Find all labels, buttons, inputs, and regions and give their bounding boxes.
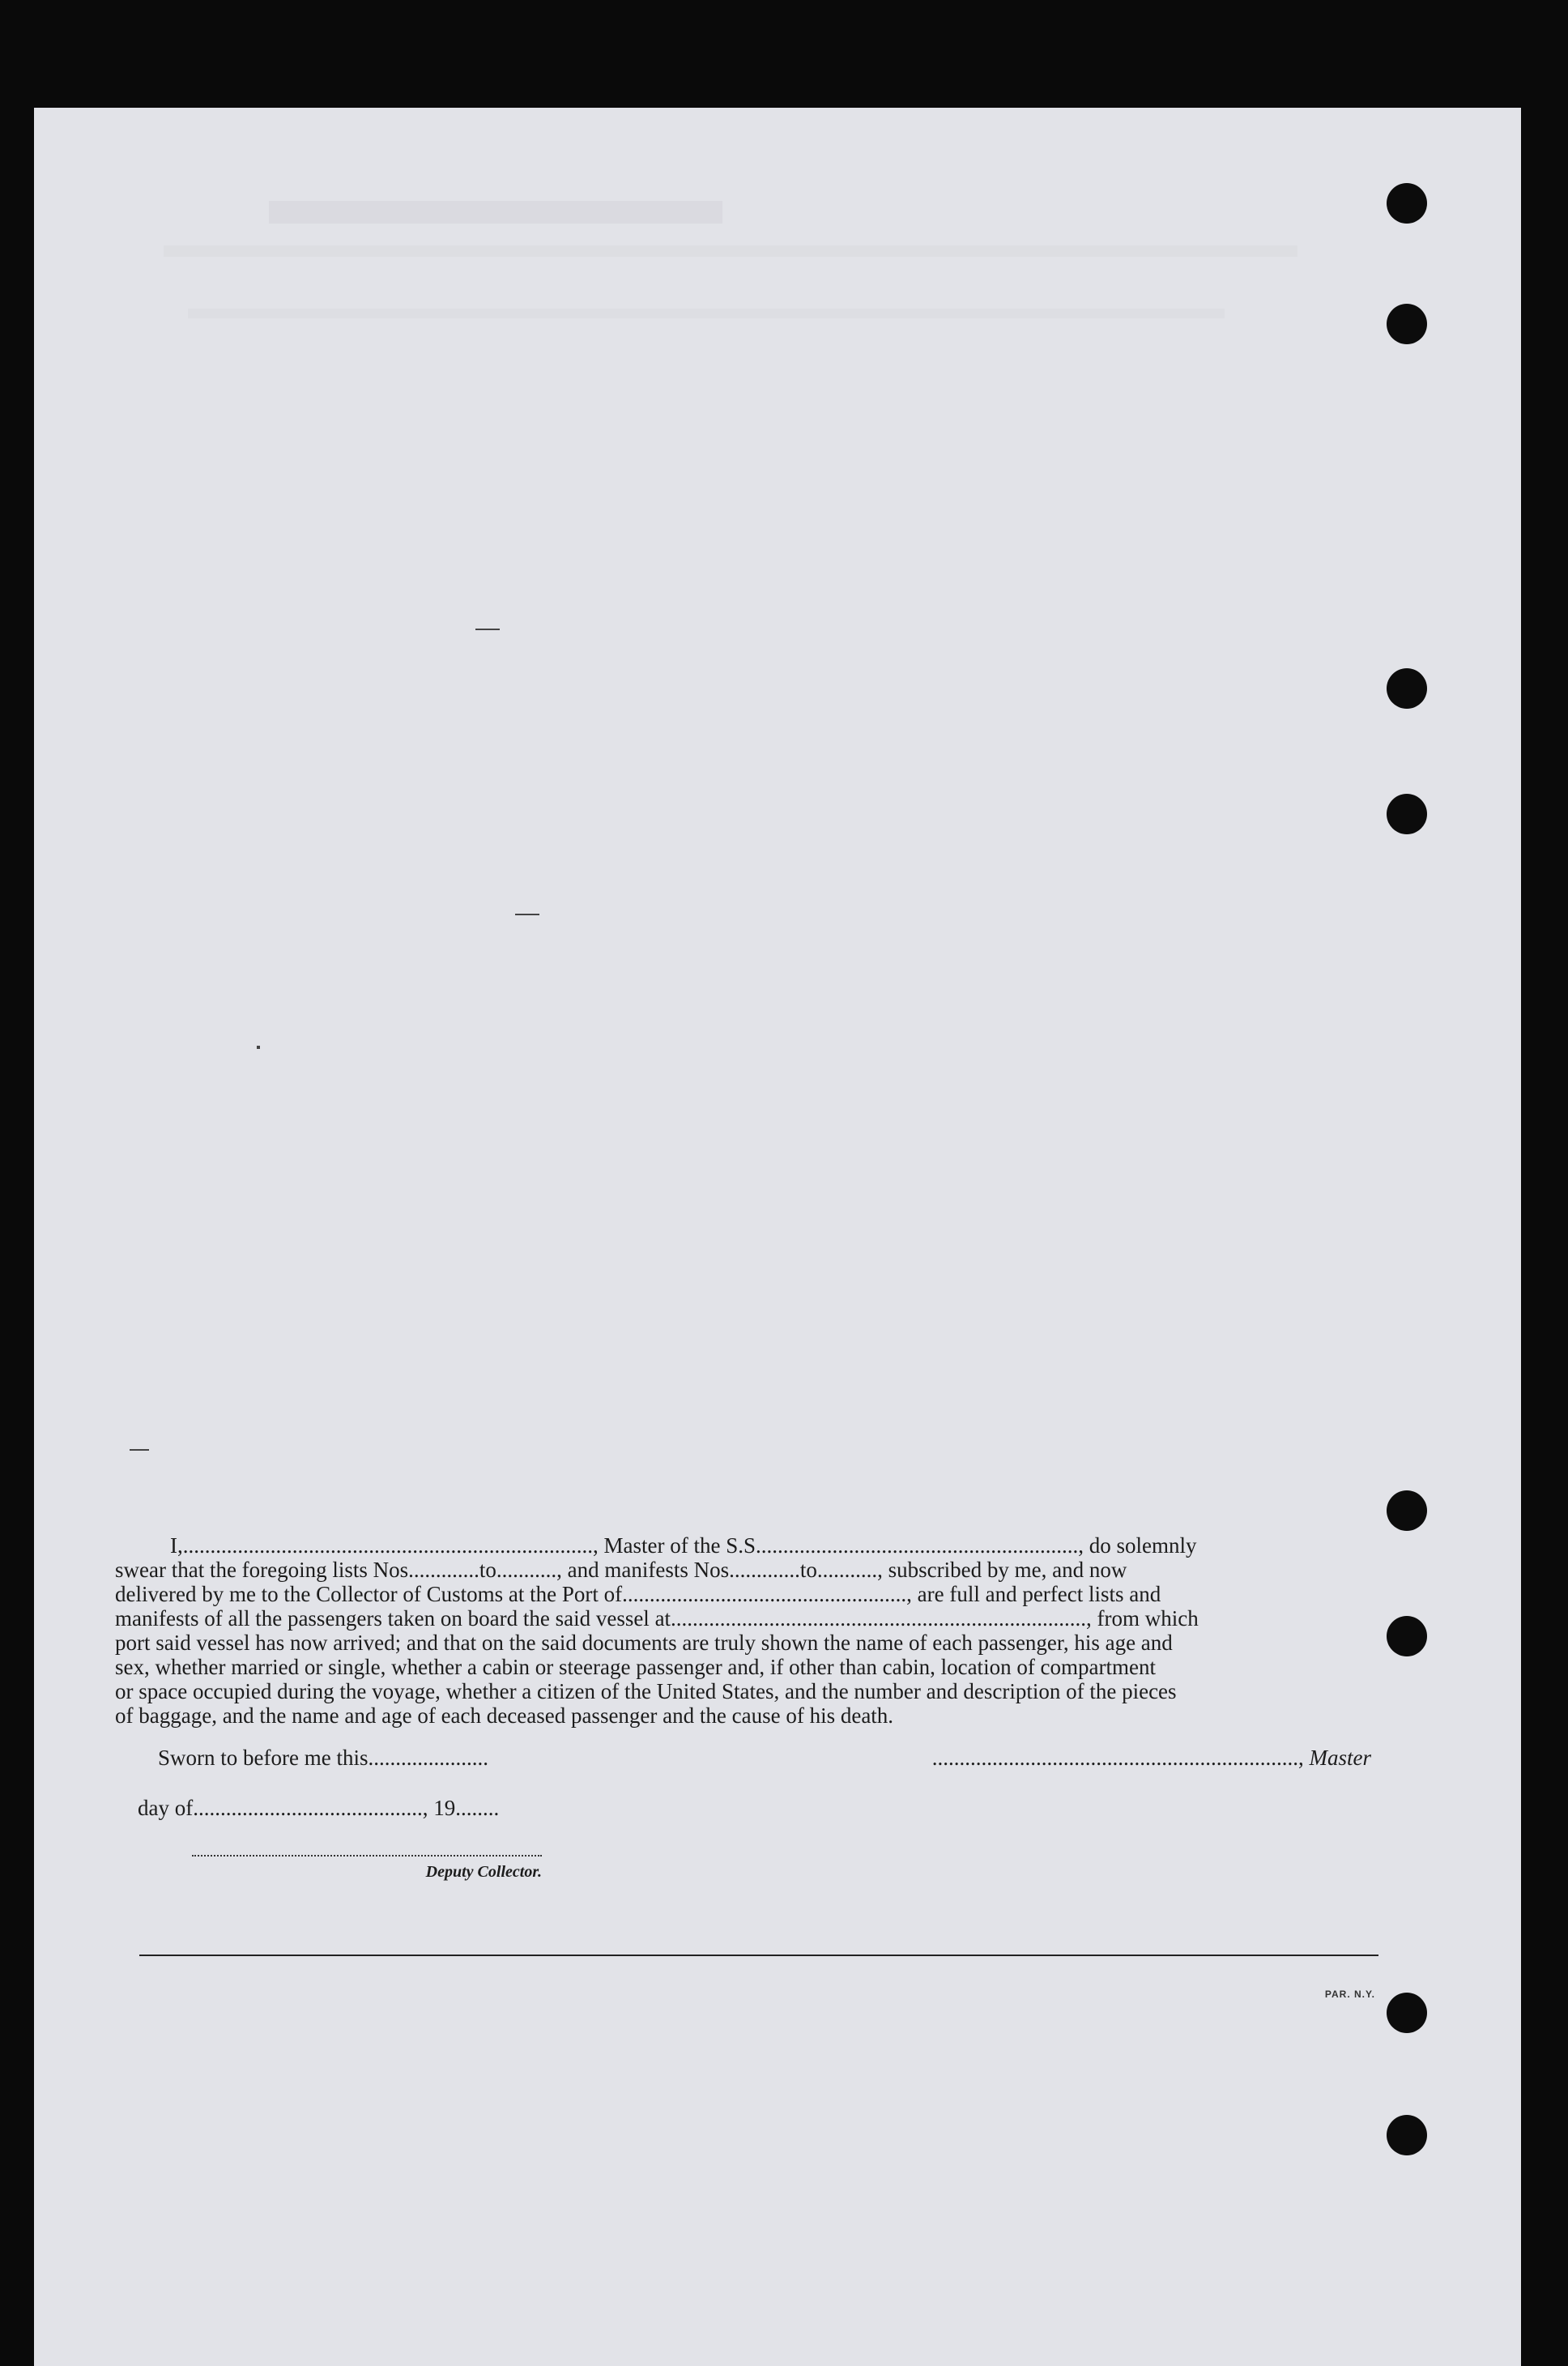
punch-hole <box>1387 183 1427 224</box>
punch-hole <box>1387 668 1427 709</box>
oath-line: I,..........................................................................., Master of the S.S..........................................................., do solemnly <box>170 1533 1197 1558</box>
sworn-before-line: Sworn to before me this...................... <box>158 1746 488 1770</box>
master-signature-dots: ..................................................................., <box>931 1746 1304 1770</box>
punch-hole <box>1387 304 1427 344</box>
bleed-through-line <box>188 309 1225 318</box>
paper-mark <box>475 629 500 630</box>
punch-hole <box>1387 1490 1427 1531</box>
printer-mark: PAR. N.Y. <box>1324 1989 1375 2000</box>
master-signature-line <box>853 1746 1371 1771</box>
oath-line: port said vessel has now arrived; and that on the said documents are truly shown the name of each passenger, his age and <box>115 1631 1173 1655</box>
day-of-line: day of.........................................., 19........ <box>138 1796 500 1820</box>
oath-line: manifests of all the passengers taken on board the said vessel at............................................................................, from which <box>115 1606 1199 1631</box>
oath-line: or space occupied during the voyage, whether a citizen of the United States, and the number and description of the pieces <box>115 1679 1177 1703</box>
deputy-collector-label: Deputy Collector. <box>425 1863 542 1881</box>
oath-line: sex, whether married or single, whether a cabin or steerage passenger and, if other than cabin, location of compartment <box>115 1655 1157 1679</box>
punch-hole <box>1387 794 1427 834</box>
bottom-rule <box>139 1955 1378 1956</box>
oath-line: delivered by me to the Collector of Customs at the Port of...................................................., are full and perfect lists and <box>115 1582 1161 1606</box>
oath-line: swear that the foregoing lists Nos.............to..........., and manifests Nos.............to..........., subscribed by me, and now <box>115 1558 1127 1582</box>
document-page <box>34 108 1521 2366</box>
deputy-signature-line <box>192 1855 542 1857</box>
oath-line: of baggage, and the name and age of each deceased passenger and the cause of his death. <box>115 1703 894 1728</box>
paper-mark <box>515 914 539 915</box>
bleed-through-heading <box>269 201 722 224</box>
master-oath-paragraph <box>115 1533 1378 1728</box>
punch-hole <box>1387 2115 1427 2155</box>
paper-mark <box>257 1046 260 1049</box>
punch-hole <box>1387 1616 1427 1656</box>
paper-mark <box>130 1449 149 1451</box>
bleed-through-line <box>164 245 1297 257</box>
master-role-label: Master <box>1309 1746 1371 1770</box>
punch-hole <box>1387 1993 1427 2033</box>
